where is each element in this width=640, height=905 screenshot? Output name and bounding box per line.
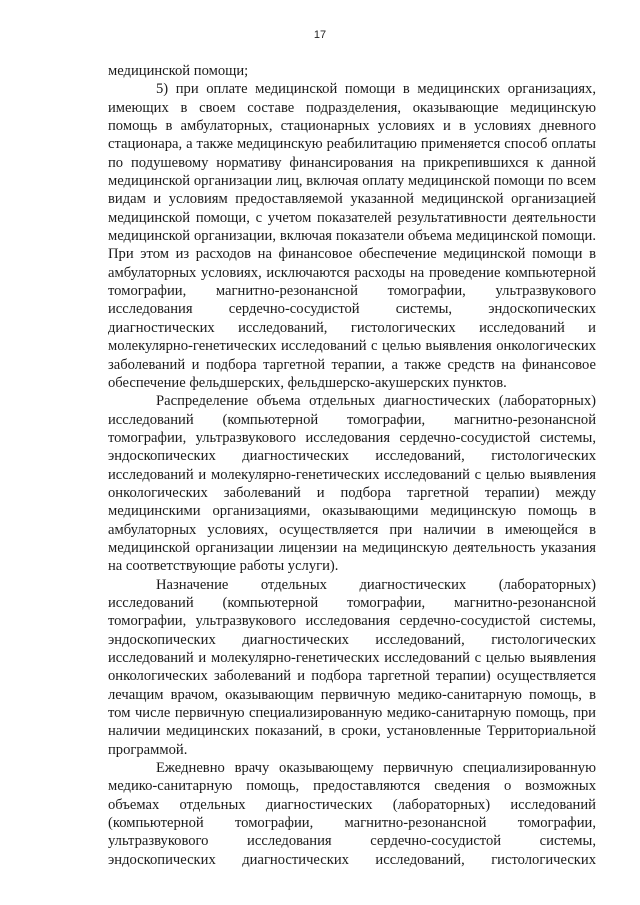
paragraph-item-5-payment: 5) при оплате медицинской помощи в медицинских организациях, имеющих в своем составе подразделения, оказывающие медицинскую помощь в амбулаторных, стационарных условиях и в условиях дневного стационара, а также медицинскую реабилитацию применяется способ оплаты по подушевому нормативу финансирования на прикрепившихся к данной медицинской организации лиц, включая оплату медицинской помощи по всем видам и условиям предоставляемой указанной медицинской организацией медицинской помощи, с учетом показателей результативности деятельности медицинской организации, включая показатели объема медицинской помощи. При этом из расходов на финансовое обеспечение медицинской помощи в амбулаторных условиях, исключаются расходы на проведение компьютерной томографии, магнитно-резонансной томографии, ультразвукового исследования сердечно-сосудистой системы, эндоскопических диагностических исследований, гистологических исследований и молекулярно-генетических исследований с целью выявления онкологических заболеваний и подбора таргетной терапии, а также средств на финансовое обеспечение фельдшерских, фельдшерско-акушерских пунктов. [108, 81, 596, 391]
paragraph-daily-info: Ежедневно врачу оказывающему первичную специализированную медико-санитарную помощь, предоставляются сведения о возможных объемах отдельных диагностических (лабораторных) исследований (компьютерной томографии, магнитно-резонансной томографии, ультразвукового исследования сердечно-сосудистой системы, эндоскопических диагностических исследований, гистологических [108, 760, 596, 868]
paragraph-distribution: Распределение объема отдельных диагностических (лабораторных) исследований (компьютерной томографии, магнитно-резонансной томографии, ультразвукового исследования сердечно-сосудистой системы, эндоскопических диагностических исследований, гистологических исследований и молекулярно-генетических исследований с целью выявления онкологических заболеваний и подбора таргетной терапии) между медицинскими организациями, оказывающими медицинскую помощь в амбулаторных условиях, осуществляется при наличии в имеющейся в медицинской организации лицензии на медицинскую деятельность указания на соответствующие работы услуги). [108, 393, 596, 575]
paragraph-appointment: Назначение отдельных диагностических (лабораторных) исследований (компьютерной томографии, магнитно-резонансной томографии, ультразвукового исследования сердечно-сосудистой системы, эндоскопических диагностических исследований, гистологических исследований и молекулярно-генетических исследований с целью выявления онкологических заболеваний и подбора таргетной терапии) осуществляется лечащим врачом, оказывающим первичную медико-санитарную помощь, в том числе первичную специализированную медико-санитарную помощь, при наличии медицинских показаний, в сроки, установленные Территориальной программой. [108, 576, 596, 758]
document-body [108, 62, 596, 869]
page-number: 17 [313, 29, 327, 41]
paragraph-continuation: медицинской помощи; [108, 63, 249, 79]
